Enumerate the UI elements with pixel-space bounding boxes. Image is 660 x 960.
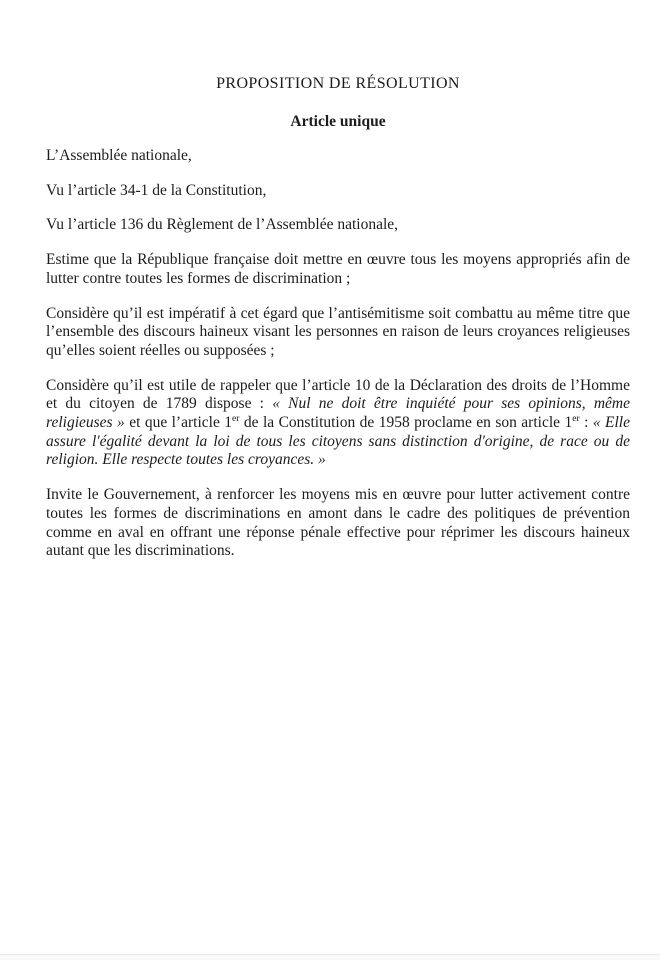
quoted-italic-text: « Nul ne doit être inquiété pour ses opinions, même religieuses » — [46, 395, 631, 432]
paragraph — [46, 216, 630, 235]
paragraph — [46, 182, 630, 201]
text-segment: et que l’article 1 — [124, 414, 233, 432]
quoted-italic-text: « Elle assure l'égalité devant la loi de tous les citoyens sans distinction d'origine, de race ou de religion. Elle respecte toutes les croyances. » — [46, 414, 630, 469]
page-bottom-edge — [0, 954, 660, 960]
paragraph — [46, 486, 630, 561]
paragraph — [46, 377, 630, 471]
text-segment: Vu l’article 34-1 de la Constitution, — [46, 181, 267, 199]
text-segment: Vu l’article 136 du Règlement de l’Assemblée nationale, — [46, 216, 399, 234]
text-segment: L’Assemblée nationale, — [46, 147, 192, 164]
paragraph — [46, 251, 630, 288]
text-segment: : — [579, 414, 593, 432]
article-heading: Article unique — [290, 113, 386, 130]
paragraph — [46, 147, 630, 166]
document-title: PROPOSITION DE RÉSOLUTION — [216, 75, 460, 92]
document-body — [46, 147, 630, 561]
text-segment: Considère qu’il est utile de rappeler que l’article 10 de la Déclaration des droits de l’Homme et du citoyen de 1789 dispose : — [46, 376, 630, 413]
paragraph — [46, 305, 630, 361]
text-segment: Considère qu’il est impératif à cet égard que l’antisémitisme soit combattu au même titre que l’ensemble des discours haineux visant les personnes en raison de leurs croyances religieuses qu’elles soient réelles ou supposées ; — [46, 304, 630, 359]
text-segment: Invite le Gouvernement, à renforcer les moyens mis en œuvre pour lutter activement contre toutes les formes de discriminations en amont dans le cadre des politiques de prévention comme en aval en offrant une réponse pénale effective pour réprimer les discours haineux autant que les discriminations. — [46, 486, 630, 560]
superscript-text: er — [232, 412, 240, 424]
text-segment: de la Constitution de 1958 proclame en son article 1 — [239, 414, 573, 432]
superscript-text: er — [572, 412, 580, 424]
text-segment: Estime que la République française doit mettre en œuvre tous les moyens appropriés afin de lutter contre toutes les formes de discrimination ; — [46, 251, 630, 287]
